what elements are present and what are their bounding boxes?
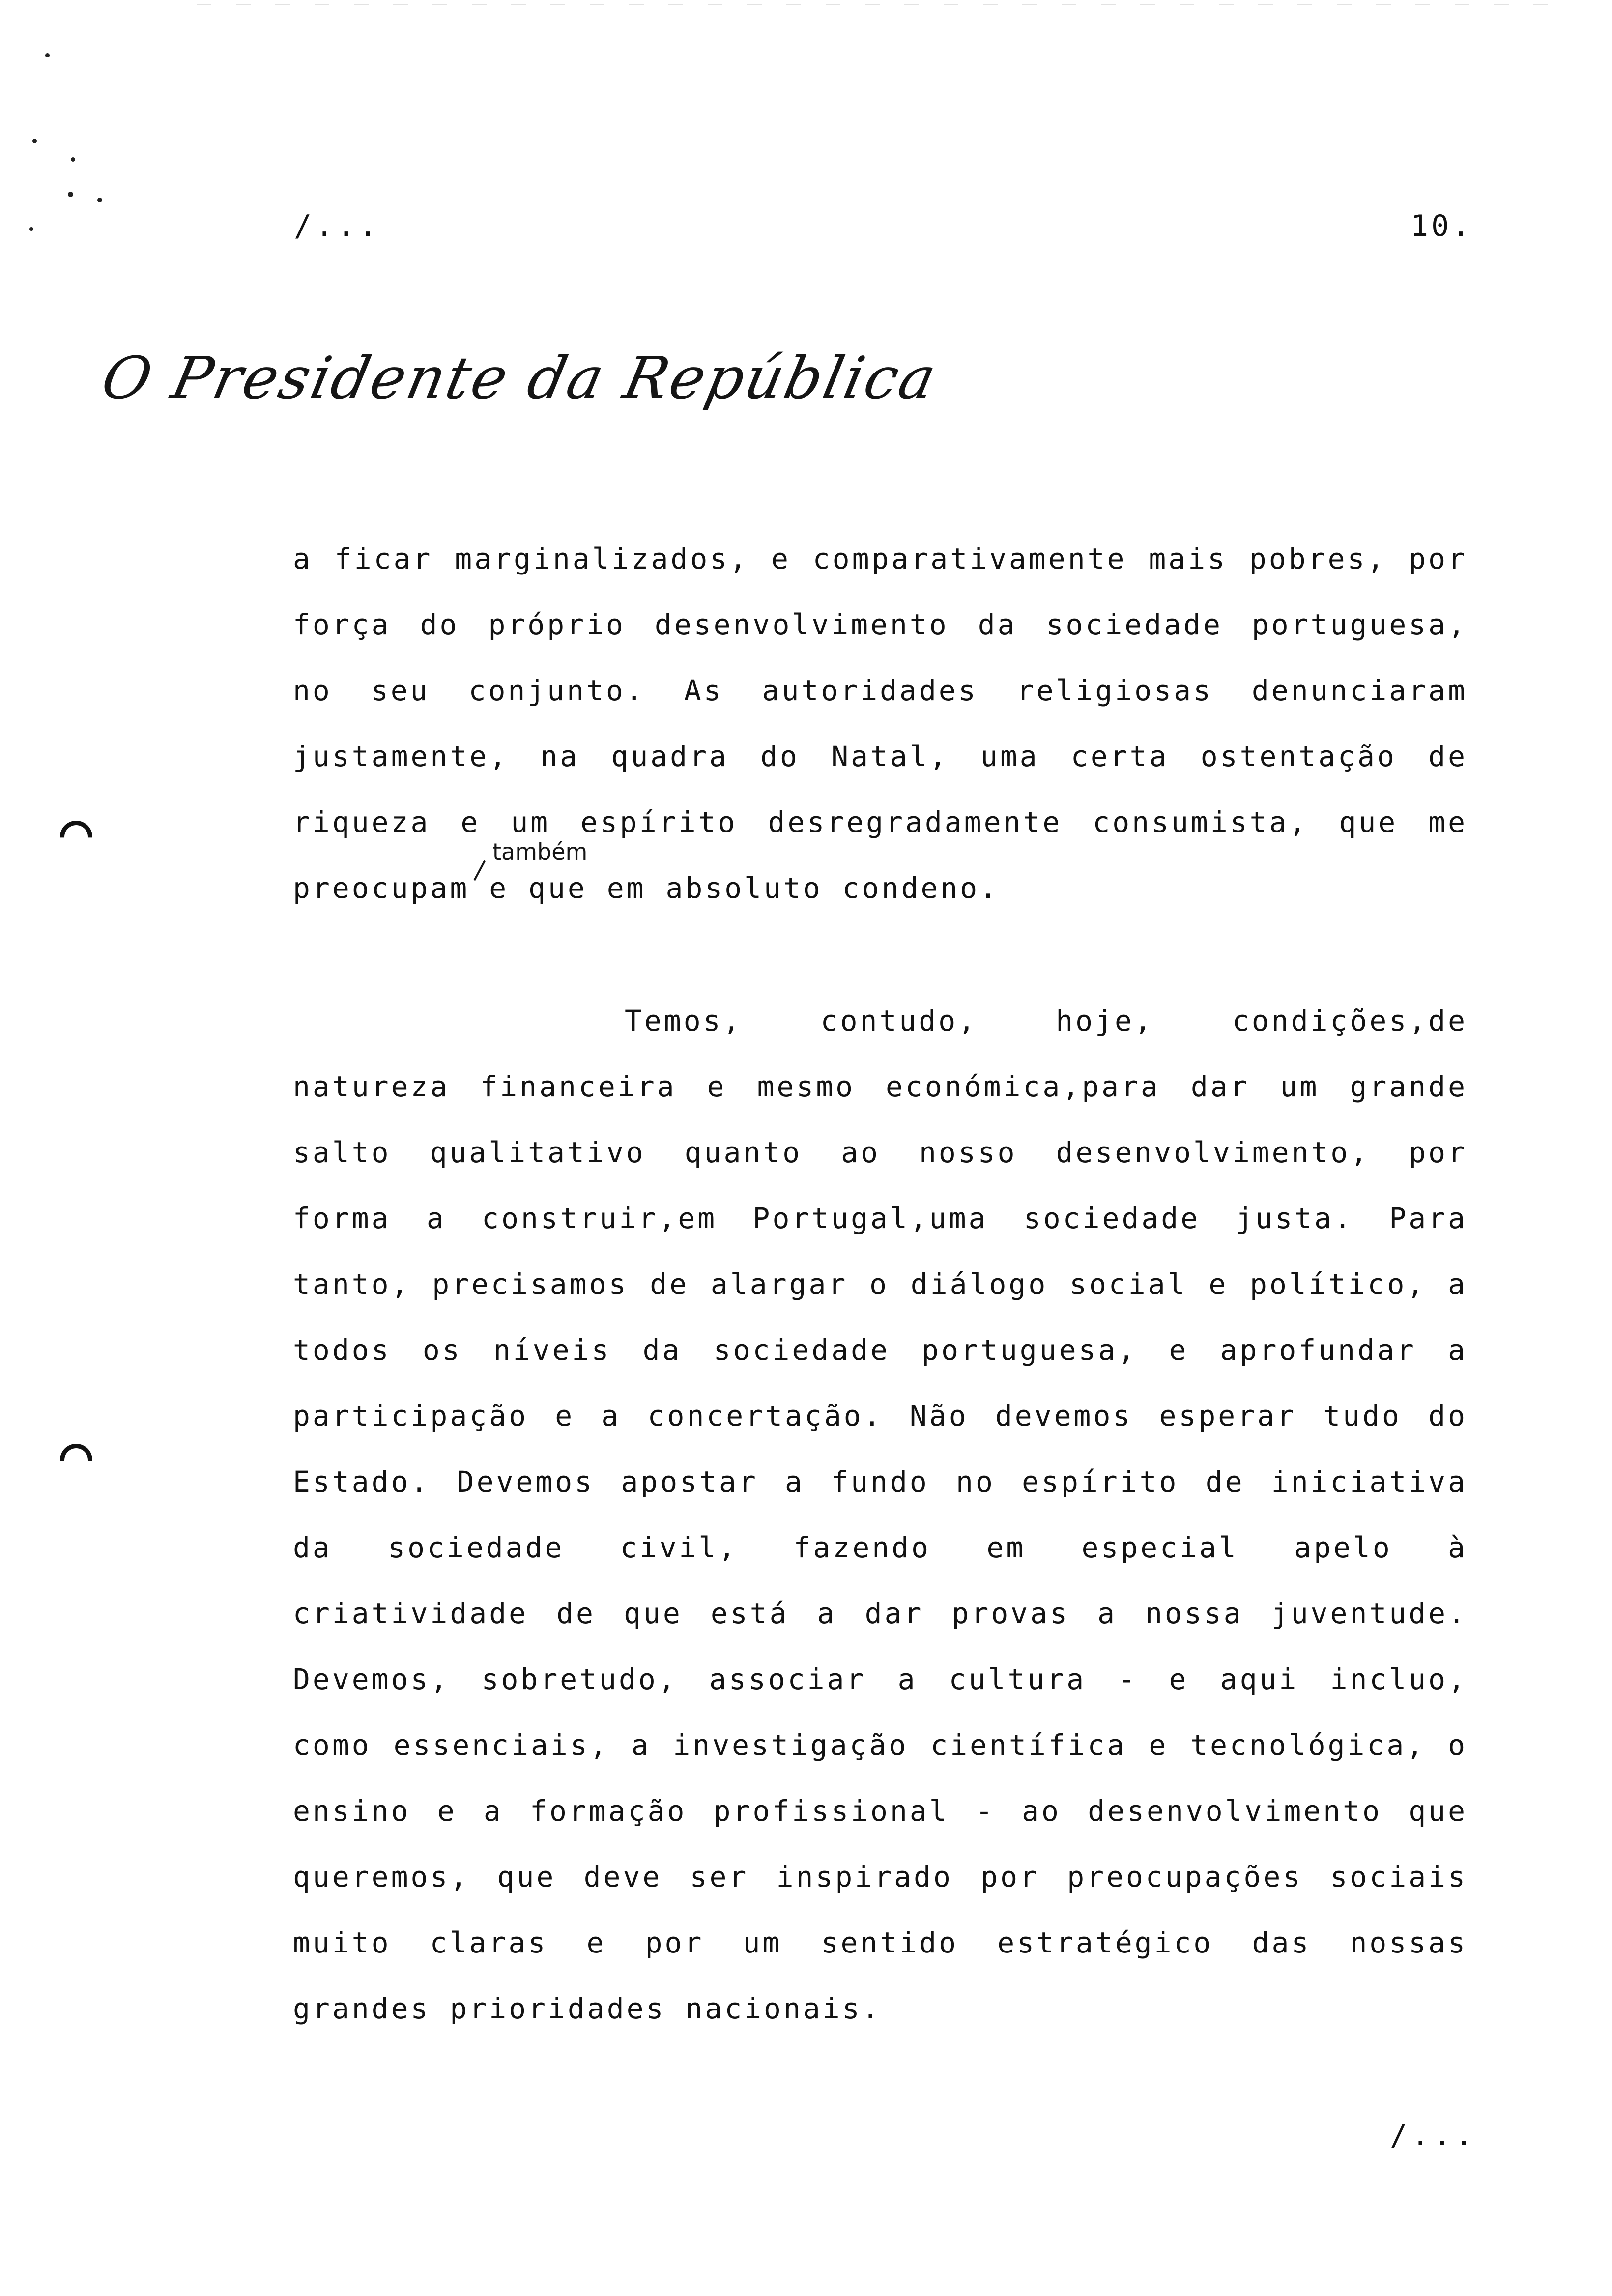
scan-speck (45, 53, 50, 57)
scan-speck (71, 157, 75, 162)
punch-hole-mark (60, 821, 92, 853)
scan-edge-noise (197, 4, 1573, 5)
header-continuation-mark: /... (294, 209, 381, 243)
paragraph-2: Temos, contudo, hoje, condições,de natureza financeira e mesmo económica,para dar um grande salto qualitativo quanto ao nosso desenvolvimento, por forma a construir,em Portugal,uma sociedade justa. Para tanto, precisamos de alargar o diálogo social e político, a todos os níveis da sociedade portuguesa, e aprofundar a participação e a concertação. Não devemos esperar tudo do Estado. Devemos apostar a fundo no espírito de iniciativa da sociedade civil, fazendo em especial apelo à criatividade de que está a dar provas a nossa juventude. Devemos, sobretudo, associar a cultura - e aqui incluo, como essenciais, a investigação científica e tecnológica, o ensino e a formação profissional - ao desenvolvimento que queremos, que deve ser inspirado por preocupações sociais muito claras e por um sentido estratégico das nossas grandes prioridades nacionais. (293, 1004, 1468, 2025)
handwritten-insertion: também (492, 838, 588, 865)
scan-speck (32, 139, 37, 143)
punch-hole-mark (60, 1444, 92, 1476)
scan-speck (97, 198, 102, 202)
paragraph-1: a ficar marginalizados, e comparativamente mais pobres, por força do próprio desenvolvimento da sociedade portuguesa, no seu conjunto. As autoridades religiosas denunciaram justamente, na quadra do Natal, uma certa ostentação de riqueza e um espírito desregradamente consumista, que me preocupam e que em absoluto condeno. (293, 542, 1468, 905)
page-number: 10. (1410, 209, 1473, 243)
scan-speck (68, 192, 73, 197)
scan-speck (29, 227, 33, 231)
footer-continuation-mark: /... (1390, 2118, 1477, 2152)
letterhead-title: O Presidente da República (96, 344, 944, 412)
